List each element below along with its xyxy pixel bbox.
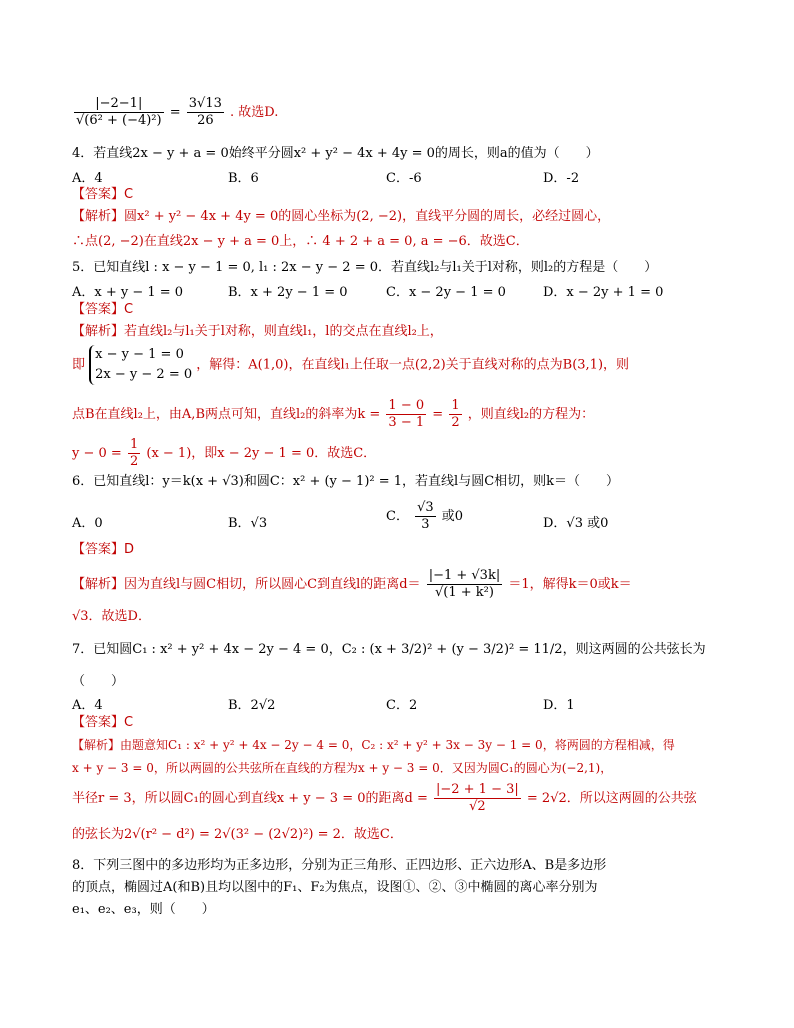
question-7-analysis-line-1 — [72, 736, 675, 754]
analysis-text: 若直线l₂与l₁关于l对称，则直线l₁，l的交点在直线l₂上， — [124, 324, 443, 339]
fraction-numerator: |−2 + 1 − 3| — [435, 782, 519, 797]
analysis-label: 【解析】 — [72, 324, 125, 339]
fraction — [434, 782, 521, 815]
fraction-denominator: 2 — [129, 454, 139, 469]
question-7-analysis-line-3 — [72, 782, 697, 815]
analysis-text: (x − 1)，即x − 2y − 1 = 0．故选C． — [146, 446, 377, 461]
question-7-option-c: C．2 — [386, 698, 418, 713]
system-suffix: ，解得：A(1,0)，在直线l₁上任取一点(2,2)关于直线对称的点为B(3,1)，则 — [196, 357, 630, 373]
question-5-analysis-line-4 — [72, 437, 376, 470]
fraction-numerator: |−2−1| — [74, 96, 164, 113]
answer-value: C — [124, 187, 134, 202]
fraction-numerator: 1 — [451, 398, 460, 413]
fraction-denominator: 3 — [421, 517, 430, 532]
question-5-option-d: D．x − 2y + 1 = 0 — [543, 285, 664, 300]
question-4-option-a: A．4 — [72, 171, 103, 186]
question-7-option-a: A．4 — [72, 698, 103, 713]
answer-label: 【答案】 — [72, 302, 125, 317]
question-8-line-1: 8．下列三图中的多边形均为正多边形，分别为正三角形、正四边形、正六边形A、B是多边形 — [72, 858, 607, 873]
question-6-option-c — [386, 500, 463, 533]
answer-label: 【答案】 — [72, 715, 125, 730]
question-8-line-3: e₁、e₂、e₃，则（ ） — [72, 902, 215, 917]
conclusion-text: . 故选D. — [230, 105, 279, 120]
question-5-option-b: B．x + 2y − 1 = 0 — [228, 285, 348, 300]
answer-value: C — [124, 302, 134, 317]
analysis-text: = 2√2．所以这两圆的公共弦 — [526, 791, 697, 806]
question-6-option-d: D．√3 或0 — [543, 516, 609, 531]
fraction — [415, 500, 436, 533]
fraction-numerator: 1 — [129, 437, 139, 452]
question-7-answer — [72, 714, 133, 732]
question-4-option-b: B．6 — [228, 171, 259, 186]
question-5-option-a: A．x + y − 1 = 0 — [72, 285, 184, 300]
fraction — [187, 96, 224, 129]
carryover-line — [72, 96, 278, 129]
question-4-analysis-line-1 — [72, 208, 610, 226]
fraction-numerator: 3√13 — [188, 96, 222, 111]
analysis-text: 点B在直线l₂上，由A,B两点可知，直线l₂的斜率为k = — [72, 407, 381, 422]
fraction — [128, 437, 140, 470]
question-8-line-2: 的顶点，椭圆过A(和B)且均以图中的F₁、F₂为焦点，设图①、②、③中椭圆的离心率分别为 — [72, 880, 598, 895]
question-4-stem: 4．若直线2x − y + a = 0始终平分圆x² + y² − 4x + 4y = 0的周长，则a的值为（ ） — [72, 146, 599, 161]
system-equation-2: 2x − y − 2 = 0 — [95, 367, 193, 382]
fraction-denominator: √(1 + k²) — [434, 585, 494, 600]
fraction-numerator: 1 − 0 — [388, 398, 425, 413]
question-7-analysis-line-2: x + y − 3 = 0，所以两圆的公共弦所在直线的方程为x + y − 3 = 0．又因为圆C₁的圆心为(−2,1)， — [72, 761, 613, 775]
question-4-answer — [72, 186, 133, 204]
question-5-stem: 5．已知直线l : x − y − 1 = 0, l₁ : 2x − y − 2 = 0．若直线l₂与l₁关于l对称，则l₂的方程是（ ） — [72, 260, 658, 275]
answer-label: 【答案】 — [72, 542, 125, 557]
fraction — [386, 398, 426, 431]
question-7-option-d: D．1 — [543, 698, 575, 713]
question-5-analysis-line-3 — [72, 398, 594, 431]
question-5-analysis-system — [72, 345, 629, 385]
question-5-analysis-line-1 — [72, 323, 443, 341]
analysis-text: ，则直线l₂的方程为： — [467, 407, 595, 422]
system-prefix: 即 — [72, 357, 86, 373]
system-equation-1: x − y − 1 = 0 — [95, 347, 184, 362]
fraction-denominator: √2 — [469, 799, 486, 814]
answer-value: C — [124, 715, 134, 730]
question-6-analysis-line-2: √3．故选D． — [72, 609, 151, 624]
analysis-text: 由题意知C₁ : x² + y² + 4x − 2y − 4 = 0，C₂ : x² + y² + 3x − 3y − 1 = 0，将两圆的方程相减，得 — [120, 738, 675, 752]
fraction — [427, 568, 503, 601]
equals-sign: = — [169, 105, 181, 120]
analysis-text: y − 0 = — [72, 446, 122, 461]
equals-sign: = — [432, 407, 444, 422]
analysis-text: ＝1，解得k＝0或k＝ — [508, 577, 632, 592]
fraction-numerator: |−1 + √3k| — [428, 568, 501, 583]
analysis-text: 因为直线l与圆C相切，所以圆心C到直线l的距离d＝ — [124, 577, 421, 592]
analysis-label: 【解析】 — [72, 209, 125, 224]
question-7-option-b: B．2√2 — [228, 698, 276, 713]
fraction-denominator: 3 − 1 — [388, 415, 425, 430]
question-6-option-a: A．0 — [72, 516, 103, 531]
analysis-label: 【解析】 — [72, 738, 121, 752]
question-4-option-c: C．-6 — [386, 171, 422, 186]
fraction-denominator: 26 — [197, 113, 214, 128]
question-6-stem: 6．已知直线l：y＝k(x + √3)和圆C：x² + (y − 1)² = 1，若直线l与圆C相切，则k＝（ ） — [72, 474, 620, 489]
question-7-analysis-line-4: 的弦长为2√(r² − d²) = 2√(3² − (2√2)²) = 2．故选C． — [72, 827, 403, 842]
question-7-stem: 7．已知圆C₁ : x² + y² + 4x − 2y − 4 = 0，C₂ : (x + 3/2)² + (y − 3/2)² = 11/2，则这两圆的公共弦长为 — [72, 642, 706, 657]
fraction — [74, 96, 164, 129]
fraction — [449, 398, 461, 431]
question-4-option-d: D．-2 — [543, 171, 580, 186]
fraction-denominator: √(6² + (−4)²) — [76, 113, 162, 128]
question-5-option-c: C．x − 2y − 1 = 0 — [386, 285, 506, 300]
answer-value: D — [124, 542, 135, 557]
question-7-stem-2: （ ） — [72, 674, 125, 689]
question-4-analysis-line-2: ∴点(2, −2)在直线2x − y + a = 0上，∴ 4 + 2 + a = 0, a = −6．故选C． — [72, 234, 529, 249]
analysis-text: 半径r = 3，所以圆C₁的圆心到直线x + y − 3 = 0的距离d = — [72, 791, 428, 806]
question-5-answer — [72, 301, 133, 319]
answer-label: 【答案】 — [72, 187, 125, 202]
option-label: C． — [386, 509, 409, 524]
equation-system — [89, 345, 192, 385]
question-6-answer — [72, 541, 134, 559]
question-6-option-b: B．√3 — [228, 516, 268, 531]
question-6-analysis-line-1 — [72, 568, 632, 601]
option-text: 或0 — [441, 509, 464, 524]
fraction-numerator: √3 — [417, 500, 434, 515]
analysis-label: 【解析】 — [72, 577, 125, 592]
analysis-text: 圆x² + y² − 4x + 4y = 0的圆心坐标为(2, −2)，直线平分圆的周长，必经过圆心， — [124, 209, 611, 224]
fraction-denominator: 2 — [451, 415, 460, 430]
